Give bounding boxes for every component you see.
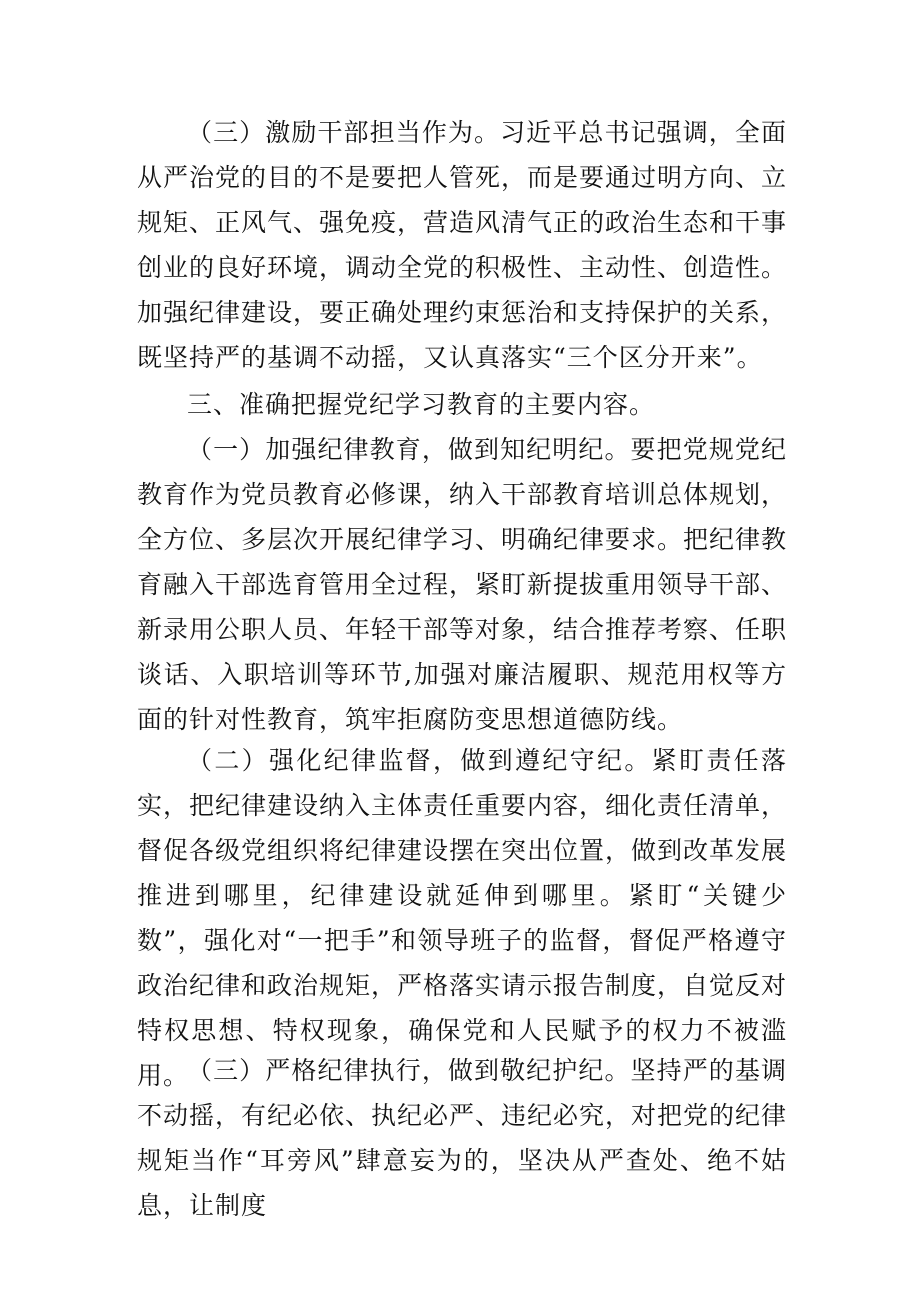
paragraph-encourage-cadres: （三）激励干部担当作为。习近平总书记强调，全面从严治党的目的不是要把人管死，而是要通过明方向、立规矩、正风气、强免疫，营造风清气正的政治生态和干事创业的良好环境，调动全党的积极性、主动性、创造性。加强纪律建设，要正确处理约束惩治和支持保护的关系，既坚持严的基调不动摇，又认真落实“三个区分开来”。	[137, 118, 788, 372]
section-heading-main-content: 三、准确把握党纪学习教育的主要内容。	[187, 390, 656, 419]
paragraph-discipline-supervision: （二）强化纪律监督，做到遵纪守纪。紧盯责任落实，把纪律建设纳入主体责任重要内容，细化责任清单，督促各级党组织将纪律建设摆在突出位置，做到改革发展推进到哪里，纪律建设就延伸到哪里。紧盯“关键少数”，强化对“一把手”和领导班子的监督，督促严格遵守政治纪律和政治规矩，严格落实请示报告制度，自觉反对特权思想、特权现象，确保党和人民赋予的权力不被滥用。	[137, 746, 788, 1090]
paragraph-discipline-education: （一）加强纪律教育，做到知纪明纪。要把党规党纪教育作为党员教育必修课，纳入干部教育培训总体规划，全方位、多层次开展纪律学习、明确纪律要求。把纪律教育融入干部选育管用全过程，紧盯新提拔重用领导干部、新录用公职人员、年轻干部等对象，结合推荐考察、任职谈话、入职培训等环节,加强对廉洁履职、规范用权等方面的针对性教育，筑牢拒腐防变思想道德防线。	[137, 435, 788, 734]
paragraph-discipline-enforcement: （三）严格纪律执行，做到敬纪护纪。坚持严的基调不动摇，有纪必依、执纪必严、违纪必究，对把党的纪律规矩当作“耳旁风”肆意妄为的，坚决从严查处、绝不姑息，让制度	[137, 1056, 788, 1220]
